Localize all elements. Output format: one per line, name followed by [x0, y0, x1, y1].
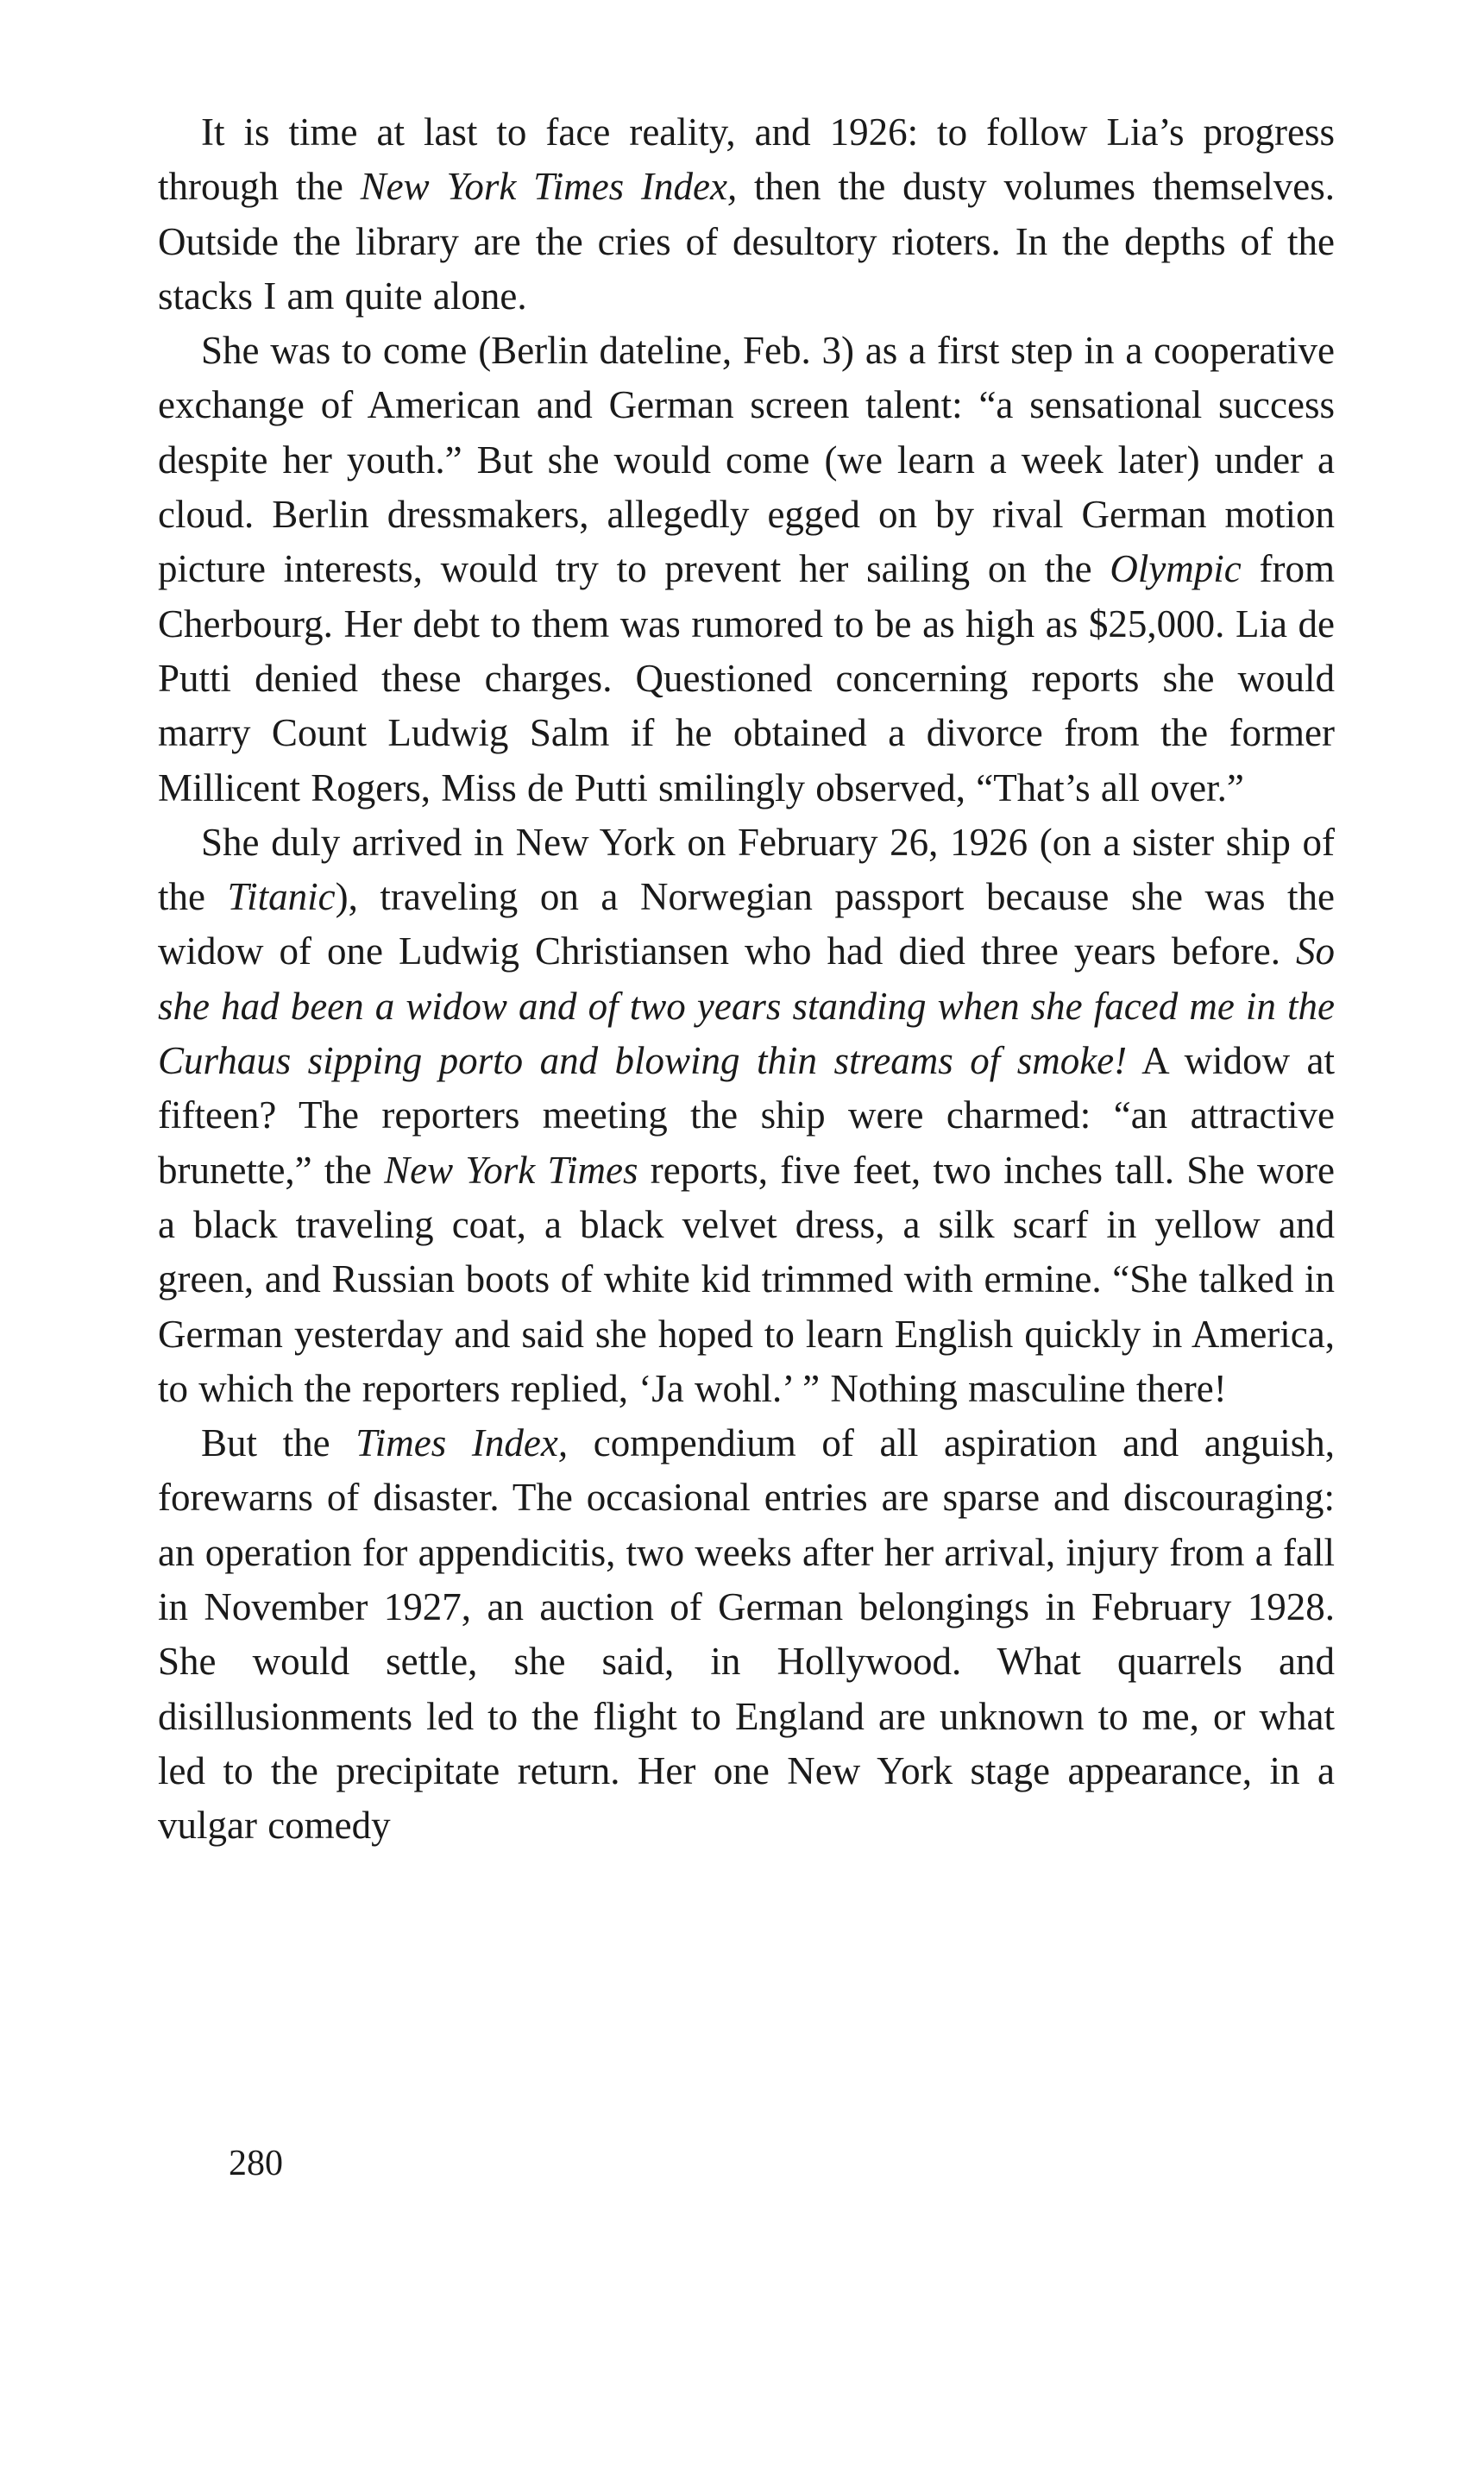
italic-text-segment: Olympic	[1110, 547, 1242, 591]
text-segment: ), traveling on a Norwegian passport because she was the widow of one Ludwig Christiansen who had died three years before.	[158, 875, 1335, 973]
paragraph-2	[158, 324, 1335, 816]
italic-text-segment: New York Times Index,	[360, 165, 738, 209]
text-segment: She was to come (Berlin dateline, Feb. 3) as a first step in a cooperative exchange of American and German screen talent: “a sensational success despite her youth.” But she would come (we learn a week later) under a cloud. Berlin dressmakers, allegedly egged on by rival German motion picture interests, would try to prevent her sailing on the	[158, 329, 1335, 591]
text-segment: reports, five feet, two inches tall. She wore a black traveling coat, a black velvet dress, a silk scarf in yellow and green, and Russian boots of white kid trimmed with ermine. “She talked in German yesterday and said she hoped to learn English quickly in America, to which the reporters replied, ‘Ja wohl.’ ” Nothing masculine there!	[158, 1148, 1335, 1410]
italic-text-segment: So she had been a widow and of two years standing when she faced me in the Curhaus sipping porto and blowing thin streams of smoke!	[158, 929, 1335, 1083]
italic-text-segment: Titanic	[227, 875, 336, 919]
text-segment: It is time at last to face reality, and 1926: to follow Lia’s progress through the	[158, 110, 1335, 209]
body-text	[158, 105, 1335, 1854]
paragraph-3	[158, 816, 1335, 1416]
text-segment: She duly arrived in New York on February 26, 1926 (on a sister ship of the	[158, 820, 1335, 919]
text-segment: from Cherbourg. Her debt to them was rumored to be as high as $25,000. Lia de Putti denied these charges. Questioned concerning reports she would marry Count Ludwig Salm if he obtained a divorce from the former Millicent Rogers, Miss de Putti smilingly observed, “That’s all over.”	[158, 547, 1335, 809]
text-segment: compendium of all aspiration and anguish, forewarns of disaster. The occasional entries are sparse and discouraging: an operation for appendicitis, two weeks after her arrival, injury from a fall in November 1927, an auction of German belongings in February 1928. She would settle, she said, in Hollywood. What quarrels and disillusionments led to the flight to England are unknown to me, or what led to the precipitate return. Her one New York stage appearance, in a vulgar comedy	[158, 1421, 1335, 1848]
paragraph-4	[158, 1416, 1335, 1853]
italic-text-segment: New York Times	[384, 1148, 638, 1192]
page-number: 280	[229, 2144, 283, 2183]
italic-text-segment: Times Index,	[355, 1421, 569, 1465]
text-segment: then the dusty volumes themselves. Outside the library are the cries of desultory rioters. In the depths of the stacks I am quite alone.	[158, 165, 1335, 318]
paragraph-1	[158, 105, 1335, 324]
text-segment: A widow at fifteen? The reporters meeting the ship were charmed: “an attractive brunette,” the	[158, 1039, 1335, 1192]
text-segment: But the	[201, 1421, 356, 1465]
